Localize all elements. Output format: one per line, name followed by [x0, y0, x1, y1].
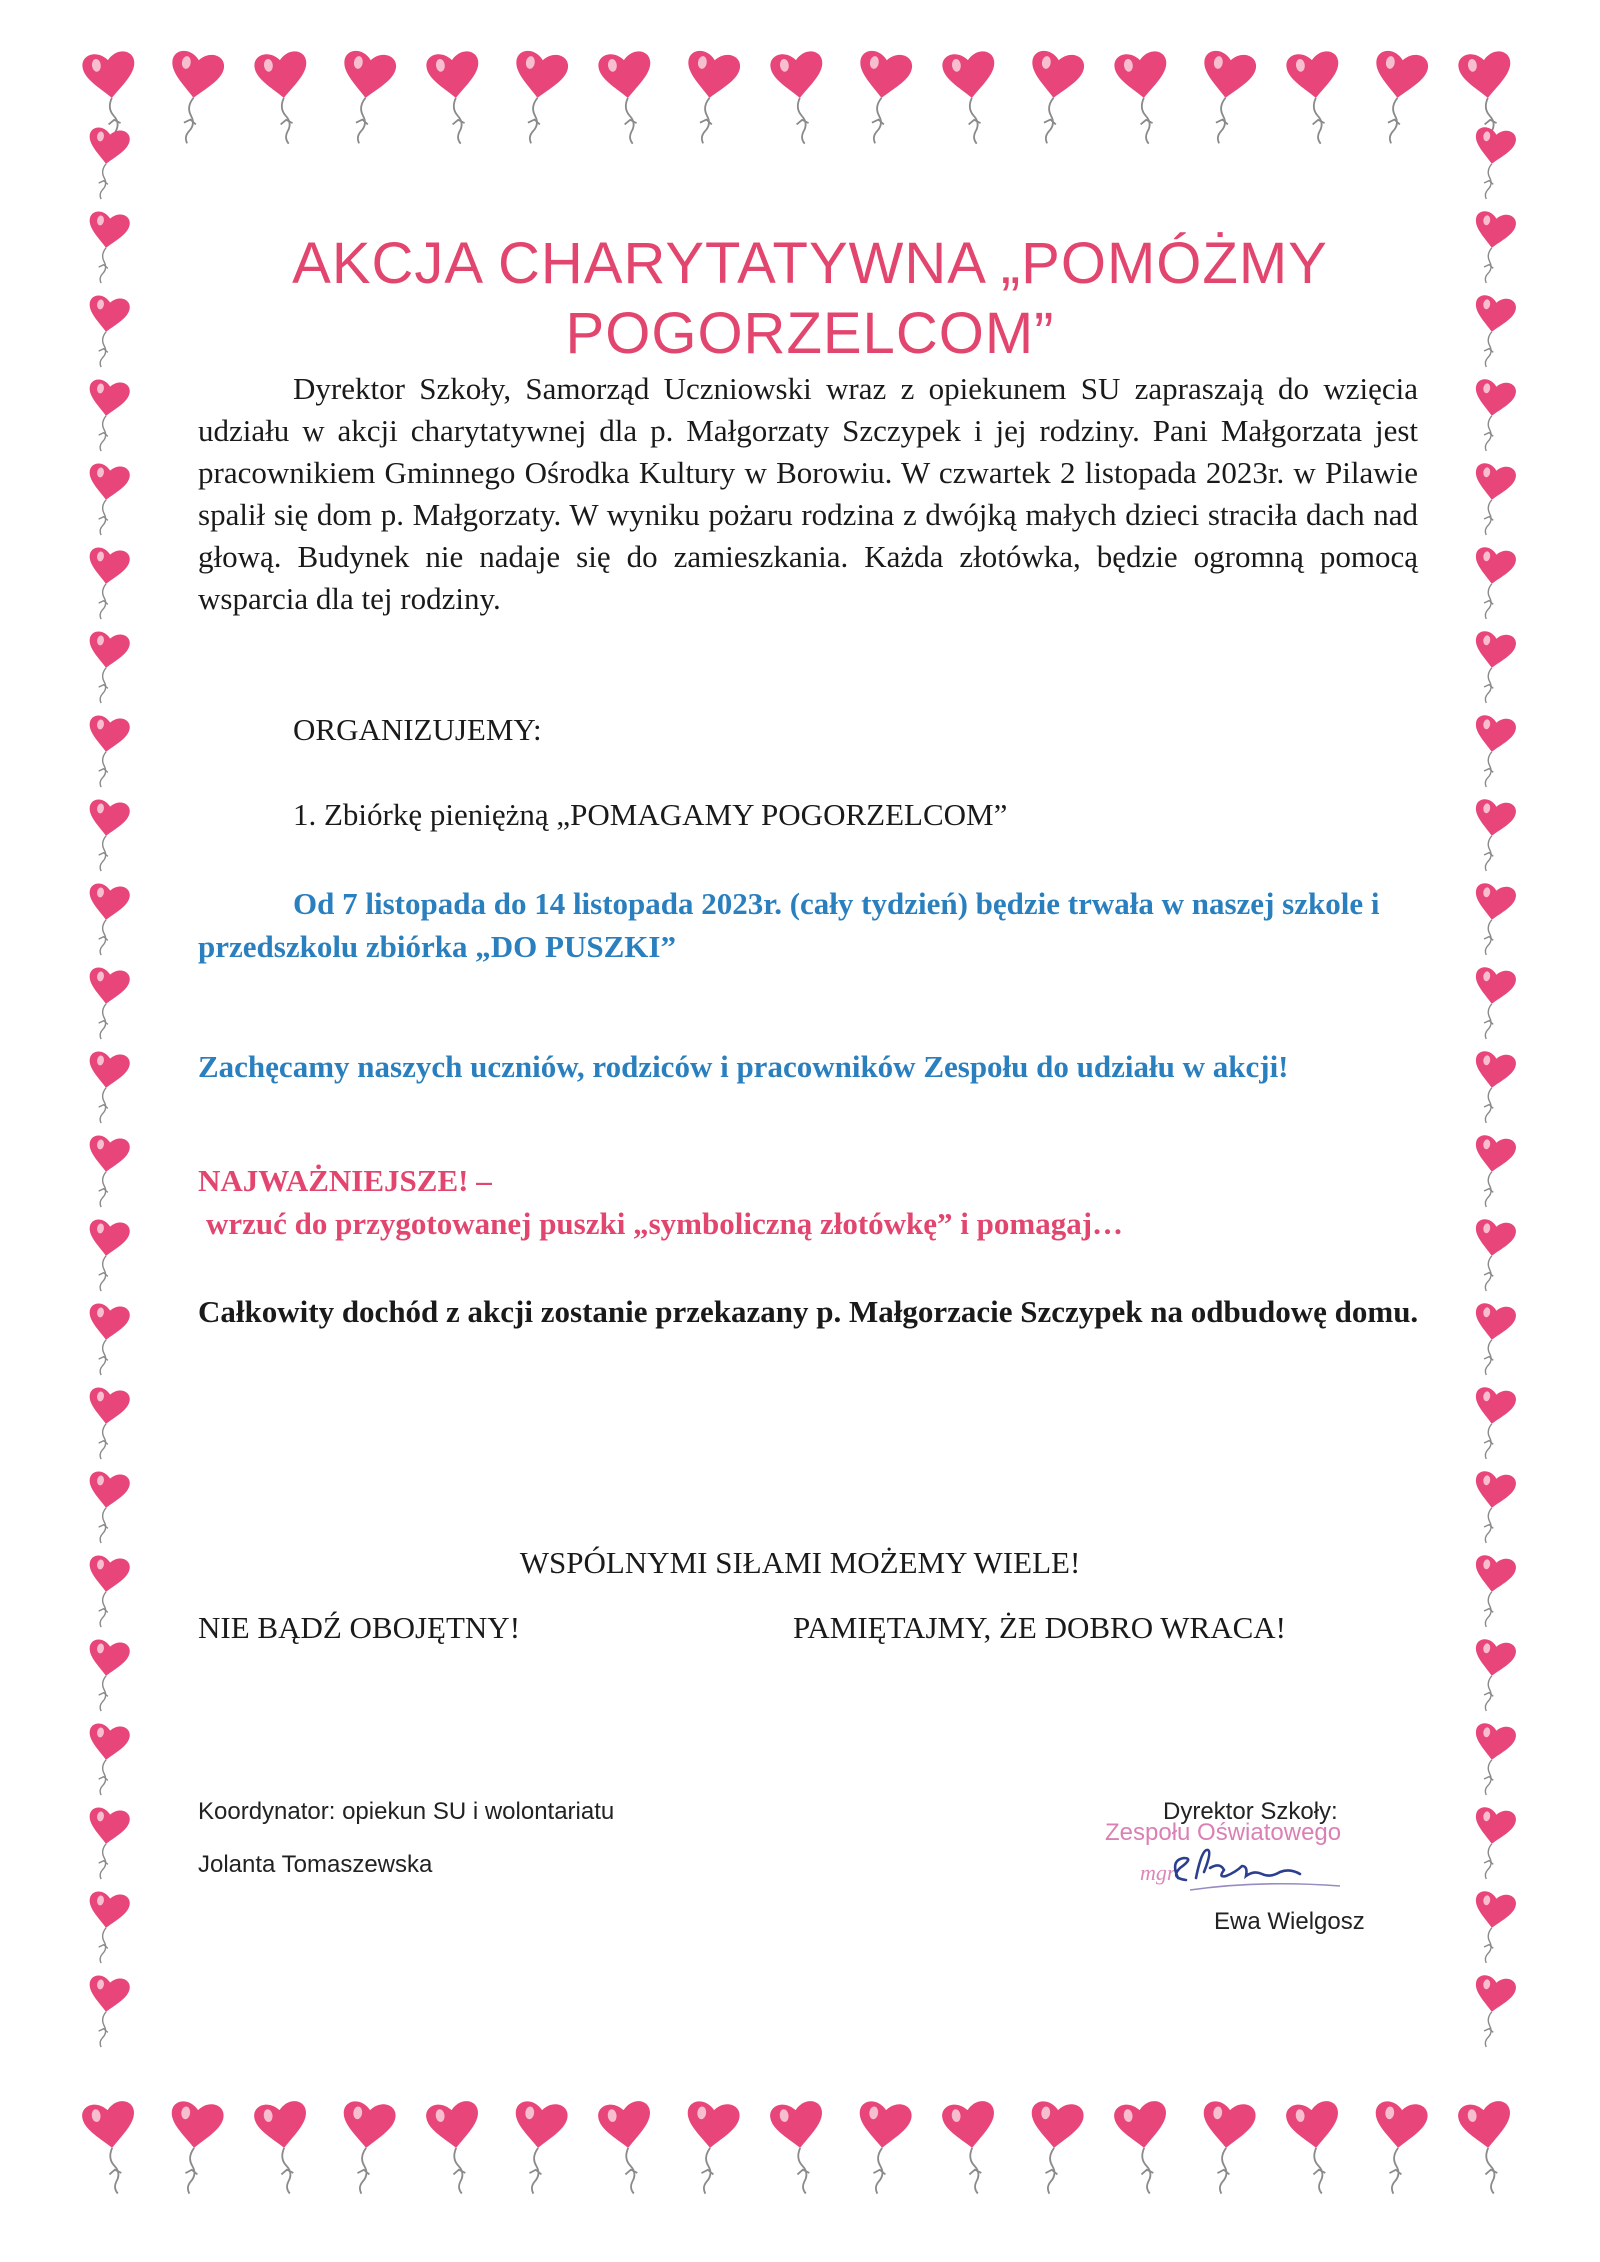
intro-paragraph: Dyrektor Szkoły, Samorząd Uczniowski wraz z opiekunem SU zapraszają do wzięcia udziału w akcji charytatywnej dla p. Małgorzaty Szczypek i jej rodziny. Pani Małgorzata jest pracownikiem Gminnego Ośrodka Kultury w Borowiu. W czwartek 2 listopada 2023r. w Pilawie spalił się dom p. Małgorzaty. W wyniku pożaru rodzina z dwójką małych dzieci straciła dach nad głową. Budynek nie nadaje się do zamieszkania. Każda złotówka, będzie ogromną pomocą wsparcia dla tej rodziny. [198, 371, 1418, 616]
heart-balloon-icon [425, 2100, 488, 2197]
stamp-line-1: Zespołu Oświatowego [1105, 1819, 1342, 1846]
coordinator-role: Koordynator: opiekun SU i wolontariatu [198, 1798, 615, 1825]
important-block [198, 1159, 1428, 1245]
heart-balloon-icon [81, 378, 131, 454]
heart-balloon-icon [1023, 2100, 1084, 2196]
handwritten-signature [1175, 1850, 1300, 1880]
heart-balloon-icon [81, 1806, 131, 1882]
heart-balloon-icon [81, 1302, 131, 1378]
heart-balloon-icon [1021, 49, 1085, 147]
heart-balloon-icon [1457, 2100, 1520, 2197]
director-name: Ewa Wielgosz [1214, 1908, 1365, 1935]
heart-balloon-icon [81, 630, 131, 706]
heart-balloon-icon [1466, 1638, 1517, 1714]
heart-balloon-icon [81, 1134, 131, 1210]
heart-balloon-icon [597, 50, 658, 146]
heart-balloon-icon [1466, 1386, 1517, 1462]
heart-balloon-icon [81, 546, 131, 622]
stamp-line-2: mgr [1140, 1860, 1176, 1885]
heart-balloon-icon [163, 2100, 224, 2196]
slogan-right: PAMIĘTAJMY, ŻE DOBRO WRACA! [793, 1610, 1287, 1645]
heart-balloon-icon [1466, 630, 1517, 706]
heart-balloon-icon [679, 2100, 740, 2196]
heart-balloon-icon [769, 2100, 832, 2197]
heart-balloon-icon [425, 50, 486, 146]
heart-balloon-icon [81, 462, 131, 538]
heart-balloon-icon [1285, 50, 1346, 146]
heart-balloon-icon [81, 714, 131, 790]
heart-balloon-icon [1466, 378, 1517, 454]
slogan-left: NIE BĄDŹ OBOJĘTNY! [198, 1610, 521, 1645]
heart-balloon-icon [1466, 966, 1517, 1042]
coordinator-name: Jolanta Tomaszewska [198, 1851, 433, 1878]
heart-balloon-icon [1466, 462, 1517, 538]
heart-balloon-icon [677, 49, 741, 147]
income-note: Całkowity dochód z akcji zostanie przekazany p. Małgorzacie Szczypek na odbudowę domu. [198, 1294, 1419, 1329]
heart-balloon-icon [1113, 50, 1174, 146]
heart-balloon-icon [81, 1050, 131, 1126]
heart-balloon-icon [1466, 882, 1517, 958]
heart-balloon-icon [253, 50, 314, 146]
heart-balloon-icon [81, 1890, 131, 1966]
important-text: wrzuć do przygotowanej puszki „symboliczną złotówkę” i pomagaj… [206, 1206, 1124, 1241]
heart-balloon-icon [1367, 2100, 1428, 2196]
heart-balloon-icon [1466, 798, 1517, 874]
heart-balloon-icon [849, 49, 913, 147]
heart-balloon-icon [1466, 126, 1517, 202]
heart-balloon-icon [851, 2100, 912, 2196]
heart-balloon-icon [81, 1470, 131, 1546]
heart-balloon-icon [81, 882, 131, 958]
heart-balloon-icon [1466, 714, 1517, 790]
collection-dates: Od 7 listopada do 14 listopada 2023r. (cały tydzień) będzie trwała w naszej szkole i przedszkolu zbiórka „DO PUSZKI” [198, 886, 1380, 964]
heart-balloon-icon [81, 210, 131, 286]
important-heading: NAJWAŻNIEJSZE! – [198, 1163, 492, 1198]
heart-balloon-icon [1466, 1806, 1517, 1882]
heart-balloon-icon [81, 294, 131, 370]
heart-balloon-icon [253, 2100, 316, 2197]
heart-balloon-icon [1113, 2100, 1176, 2197]
heart-balloon-icon [81, 126, 131, 202]
director-role: Dyrektor Szkoły: [1163, 1798, 1338, 1825]
heart-balloon-icon [1466, 1218, 1517, 1294]
heart-balloon-icon [81, 50, 142, 146]
heart-balloon-icon [507, 2100, 568, 2196]
heart-balloon-icon [333, 49, 397, 147]
heart-balloon-icon [1285, 2100, 1348, 2197]
heart-balloon-icon [1466, 1890, 1517, 1966]
heart-balloon-icon [1365, 49, 1429, 147]
heart-balloon-icon [81, 798, 131, 874]
document-title: AKCJA CHARYTATYWNA „POMÓŻMY POGORZELCOM” [292, 230, 1328, 366]
heart-balloon-icon [1466, 210, 1517, 286]
heart-balloon-icon [81, 2100, 144, 2197]
organize-item-1: 1. Zbiórkę pieniężną „POMAGAMY POGORZELCOM” [293, 797, 1008, 832]
heart-balloon-icon [81, 1638, 131, 1714]
heart-balloon-icon [1466, 1470, 1517, 1546]
heart-balloon-icon [769, 50, 830, 146]
signature-underline [1190, 1884, 1340, 1890]
heart-balloon-icon [81, 1218, 131, 1294]
heart-balloon-icon [1193, 49, 1257, 147]
heart-balloon-icon [81, 1386, 131, 1462]
heart-balloon-icon [941, 50, 1002, 146]
motto: WSPÓLNYMI SIŁAMI MOŻEMY WIELE! [519, 1545, 1081, 1580]
heart-balloon-icon [81, 966, 131, 1042]
heart-balloon-icon [161, 49, 225, 147]
heart-balloon-icon [1466, 1722, 1517, 1798]
heart-balloon-icon [81, 1722, 131, 1798]
heart-balloon-icon [1466, 294, 1517, 370]
heart-balloon-icon [335, 2100, 396, 2196]
heart-balloon-icon [1466, 546, 1517, 622]
heart-balloon-icon [941, 2100, 1004, 2197]
heart-balloon-icon [1466, 1302, 1517, 1378]
encouragement-text: Zachęcamy naszych uczniów, rodziców i pracowników Zespołu do udziału w akcji! [198, 1049, 1289, 1084]
heart-balloon-icon [1466, 1974, 1517, 2050]
heart-balloon-icon [1466, 1134, 1517, 1210]
heart-balloon-icon [597, 2100, 660, 2197]
heart-balloon-icon [1466, 1050, 1517, 1126]
heart-balloon-icon [81, 1974, 131, 2050]
heart-balloon-icon [1195, 2100, 1256, 2196]
organize-heading: ORGANIZUJEMY: [293, 712, 542, 747]
heart-balloon-icon [505, 49, 569, 147]
